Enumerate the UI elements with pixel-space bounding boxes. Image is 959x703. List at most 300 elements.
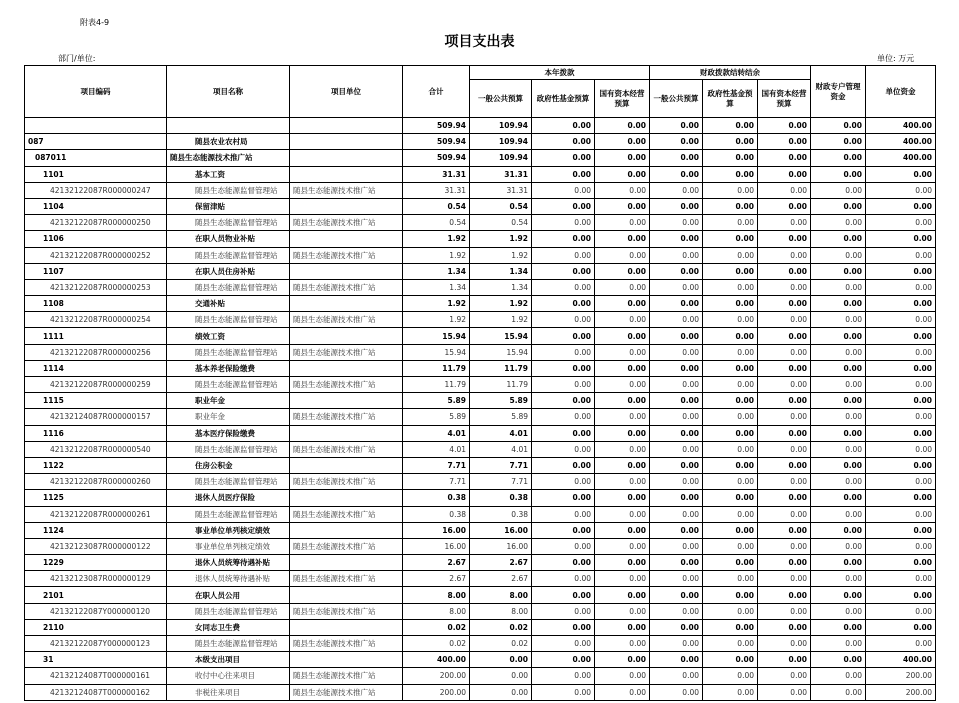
cell-value: 0.00 xyxy=(758,166,811,182)
cell-value: 0.00 xyxy=(703,457,758,473)
cell-value: 0.00 xyxy=(595,360,650,376)
cell-value: 0.00 xyxy=(595,263,650,279)
header-carry-state-capital: 国有资本经营预算 xyxy=(758,80,811,118)
cell-code: 1116 xyxy=(25,425,167,441)
cell-value: 0.00 xyxy=(532,118,595,134)
cell-code: 1104 xyxy=(25,198,167,214)
cell-value: 0.00 xyxy=(703,441,758,457)
cell-value: 5.89 xyxy=(403,393,470,409)
cell-name: 随县生态能源监督管理站 xyxy=(167,247,290,263)
cell-value: 0.02 xyxy=(403,636,470,652)
cell-value: 0.00 xyxy=(811,490,866,506)
cell-name: 住房公积金 xyxy=(167,457,290,473)
cell-value: 0.00 xyxy=(595,538,650,554)
cell-value: 0.00 xyxy=(703,134,758,150)
cell-name: 随县生态能源监督管理站 xyxy=(167,474,290,490)
cell-code: 1108 xyxy=(25,296,167,312)
cell-value: 4.01 xyxy=(470,441,532,457)
cell-value: 0.00 xyxy=(650,134,703,150)
cell-value: 0.00 xyxy=(758,571,811,587)
cell-value: 0.00 xyxy=(532,506,595,522)
cell-value: 0.38 xyxy=(403,506,470,522)
cell-value: 0.54 xyxy=(470,198,532,214)
cell-unit: 随县生态能源技术推广站 xyxy=(290,684,403,700)
table-row xyxy=(25,279,936,295)
cell-value: 2.67 xyxy=(470,571,532,587)
table-body xyxy=(25,118,936,701)
cell-value: 0.00 xyxy=(811,603,866,619)
cell-value: 400.00 xyxy=(866,118,936,134)
cell-unit xyxy=(290,522,403,538)
cell-value: 0.00 xyxy=(758,134,811,150)
cell-value: 0.00 xyxy=(650,296,703,312)
cell-unit: 随县生态能源技术推广站 xyxy=(290,182,403,198)
cell-unit: 随县生态能源技术推广站 xyxy=(290,571,403,587)
cell-value: 0.00 xyxy=(866,393,936,409)
cell-value: 0.00 xyxy=(595,118,650,134)
cell-value: 0.00 xyxy=(758,231,811,247)
cell-value: 109.94 xyxy=(470,150,532,166)
cell-unit: 随县生态能源技术推广站 xyxy=(290,474,403,490)
cell-value: 0.00 xyxy=(758,619,811,635)
cell-value: 0.00 xyxy=(650,571,703,587)
cell-value: 0.00 xyxy=(595,668,650,684)
cell-name: 随县生态能源监督管理站 xyxy=(167,377,290,393)
table-row xyxy=(25,263,936,279)
cell-value: 0.00 xyxy=(758,522,811,538)
cell-value: 0.00 xyxy=(811,279,866,295)
cell-value: 0.00 xyxy=(470,684,532,700)
cell-value: 0.00 xyxy=(811,118,866,134)
header-unit: 项目单位 xyxy=(290,66,403,118)
cell-value: 0.00 xyxy=(811,198,866,214)
cell-code: 42132122087Y000000123 xyxy=(25,636,167,652)
cell-value: 0.00 xyxy=(866,231,936,247)
cell-value: 0.00 xyxy=(703,279,758,295)
cell-value: 0.00 xyxy=(650,684,703,700)
cell-value: 0.00 xyxy=(703,652,758,668)
cell-value: 0.00 xyxy=(532,652,595,668)
cell-value: 0.00 xyxy=(703,344,758,360)
cell-value: 0.00 xyxy=(703,312,758,328)
cell-value: 0.00 xyxy=(866,409,936,425)
cell-value: 109.94 xyxy=(470,134,532,150)
cell-value: 0.00 xyxy=(650,587,703,603)
cell-name: 随县生态能源监督管理站 xyxy=(167,312,290,328)
cell-code: 087011 xyxy=(25,150,167,166)
table-row xyxy=(25,150,936,166)
cell-value: 1.34 xyxy=(470,279,532,295)
cell-value: 400.00 xyxy=(866,652,936,668)
cell-unit: 随县生态能源技术推广站 xyxy=(290,441,403,457)
cell-value: 0.00 xyxy=(811,652,866,668)
cell-value: 0.00 xyxy=(532,166,595,182)
cell-value: 0.00 xyxy=(703,490,758,506)
cell-unit: 随县生态能源技术推广站 xyxy=(290,279,403,295)
cell-value: 0.00 xyxy=(758,393,811,409)
cell-value: 0.00 xyxy=(866,312,936,328)
cell-value: 0.00 xyxy=(758,603,811,619)
cell-name: 退休人员统筹待遇补贴 xyxy=(167,571,290,587)
cell-value: 4.01 xyxy=(403,441,470,457)
table-row xyxy=(25,619,936,635)
cell-value: 0.00 xyxy=(595,571,650,587)
cell-value: 0.00 xyxy=(758,263,811,279)
cell-value: 0.00 xyxy=(650,166,703,182)
cell-value: 0.00 xyxy=(703,668,758,684)
cell-value: 0.00 xyxy=(866,425,936,441)
table-row xyxy=(25,603,936,619)
table-row xyxy=(25,522,936,538)
table-row xyxy=(25,344,936,360)
cell-value: 0.00 xyxy=(532,441,595,457)
cell-name: 随县生态能源监督管理站 xyxy=(167,441,290,457)
cell-value: 7.71 xyxy=(403,474,470,490)
table-row xyxy=(25,247,936,263)
cell-name: 保留津贴 xyxy=(167,198,290,214)
cell-code: 1124 xyxy=(25,522,167,538)
cell-value: 2.67 xyxy=(470,555,532,571)
table-row xyxy=(25,134,936,150)
cell-code xyxy=(25,118,167,134)
cell-value: 0.00 xyxy=(595,215,650,231)
cell-value: 0.00 xyxy=(703,360,758,376)
cell-value: 0.00 xyxy=(595,182,650,198)
cell-value: 0.00 xyxy=(811,441,866,457)
cell-unit: 随县生态能源技术推广站 xyxy=(290,312,403,328)
cell-value: 0.00 xyxy=(703,393,758,409)
cell-value: 0.00 xyxy=(532,296,595,312)
cell-name: 事业单位单列核定绩效 xyxy=(167,538,290,554)
cell-value: 0.00 xyxy=(595,231,650,247)
cell-code: 42132124087T000000162 xyxy=(25,684,167,700)
cell-unit: 随县生态能源技术推广站 xyxy=(290,377,403,393)
cell-value: 0.00 xyxy=(866,522,936,538)
cell-value: 0.00 xyxy=(811,538,866,554)
cell-value: 0.38 xyxy=(470,506,532,522)
cell-code: 42132124087T000000161 xyxy=(25,668,167,684)
cell-name: 随县农业农村局 xyxy=(167,134,290,150)
cell-unit xyxy=(290,555,403,571)
cell-value: 1.34 xyxy=(403,263,470,279)
cell-value: 0.00 xyxy=(595,522,650,538)
cell-value: 0.38 xyxy=(403,490,470,506)
cell-unit: 随县生态能源技术推广站 xyxy=(290,636,403,652)
cell-value: 0.00 xyxy=(866,457,936,473)
cell-code: 42132122087R000000253 xyxy=(25,279,167,295)
cell-name: 职业年金 xyxy=(167,393,290,409)
cell-value: 0.00 xyxy=(703,571,758,587)
cell-value: 200.00 xyxy=(403,668,470,684)
cell-unit: 随县生态能源技术推广站 xyxy=(290,215,403,231)
cell-value: 0.00 xyxy=(758,652,811,668)
cell-value: 1.92 xyxy=(403,247,470,263)
cell-value: 0.00 xyxy=(595,603,650,619)
cell-value: 0.00 xyxy=(650,247,703,263)
cell-value: 8.00 xyxy=(403,587,470,603)
cell-value: 0.00 xyxy=(811,263,866,279)
table-row xyxy=(25,118,936,134)
cell-value: 0.00 xyxy=(532,587,595,603)
cell-value: 0.00 xyxy=(703,263,758,279)
cell-code: 31 xyxy=(25,652,167,668)
annex-number: 附表4-9 xyxy=(80,18,110,27)
cell-value: 0.00 xyxy=(650,231,703,247)
cell-code: 087 xyxy=(25,134,167,150)
cell-value: 0.00 xyxy=(703,538,758,554)
cell-value: 0.00 xyxy=(532,571,595,587)
cell-value: 0.00 xyxy=(532,150,595,166)
cell-value: 0.00 xyxy=(650,150,703,166)
cell-value: 0.00 xyxy=(703,231,758,247)
cell-value: 0.00 xyxy=(595,328,650,344)
cell-value: 0.00 xyxy=(532,263,595,279)
cell-value: 0.00 xyxy=(811,134,866,150)
cell-value: 0.00 xyxy=(703,198,758,214)
cell-name: 收付中心往来项目 xyxy=(167,668,290,684)
cell-value: 0.00 xyxy=(703,506,758,522)
cell-name: 随县生态能源监督管理站 xyxy=(167,506,290,522)
cell-value: 0.00 xyxy=(703,425,758,441)
cell-value: 0.00 xyxy=(866,636,936,652)
cell-value: 0.00 xyxy=(811,150,866,166)
cell-value: 1.92 xyxy=(403,296,470,312)
cell-value: 0.00 xyxy=(758,457,811,473)
cell-value: 0.00 xyxy=(703,150,758,166)
cell-value: 0.00 xyxy=(811,296,866,312)
cell-value: 0.00 xyxy=(758,118,811,134)
cell-value: 31.31 xyxy=(470,166,532,182)
cell-value: 0.00 xyxy=(595,490,650,506)
cell-value: 0.00 xyxy=(703,474,758,490)
cell-code: 42132123087R000000122 xyxy=(25,538,167,554)
cell-value: 31.31 xyxy=(470,182,532,198)
cell-name: 随县生态能源监督管理站 xyxy=(167,182,290,198)
cell-value: 0.00 xyxy=(811,457,866,473)
cell-value: 0.00 xyxy=(595,393,650,409)
cell-value: 0.00 xyxy=(758,555,811,571)
cell-code: 1111 xyxy=(25,328,167,344)
cell-value: 11.79 xyxy=(403,377,470,393)
cell-value: 0.00 xyxy=(811,555,866,571)
cell-value: 0.00 xyxy=(650,490,703,506)
cell-value: 0.00 xyxy=(758,198,811,214)
cell-value: 1.92 xyxy=(470,231,532,247)
cell-value: 0.00 xyxy=(595,555,650,571)
cell-value: 0.00 xyxy=(532,360,595,376)
cell-value: 0.00 xyxy=(866,279,936,295)
cell-value: 0.00 xyxy=(703,522,758,538)
cell-name: 事业单位单列核定绩效 xyxy=(167,522,290,538)
cell-value: 11.79 xyxy=(470,377,532,393)
header-unit-fund: 单位资金 xyxy=(866,66,936,118)
cell-value: 0.00 xyxy=(866,296,936,312)
cell-value: 0.00 xyxy=(703,377,758,393)
cell-value: 16.00 xyxy=(470,538,532,554)
cell-unit xyxy=(290,198,403,214)
cell-value: 0.54 xyxy=(403,215,470,231)
cell-value: 0.00 xyxy=(703,182,758,198)
cell-name: 随县生态能源监督管理站 xyxy=(167,636,290,652)
cell-value: 0.00 xyxy=(532,312,595,328)
cell-value: 0.00 xyxy=(595,506,650,522)
cell-value: 0.00 xyxy=(595,457,650,473)
cell-value: 11.79 xyxy=(403,360,470,376)
cell-value: 5.89 xyxy=(470,393,532,409)
cell-value: 0.00 xyxy=(866,198,936,214)
cell-value: 0.00 xyxy=(650,263,703,279)
cell-unit xyxy=(290,328,403,344)
cell-name: 随县生态能源监督管理站 xyxy=(167,215,290,231)
cell-value: 0.00 xyxy=(703,587,758,603)
cell-value: 0.00 xyxy=(532,182,595,198)
cell-value: 0.54 xyxy=(403,198,470,214)
cell-unit xyxy=(290,166,403,182)
cell-value: 0.00 xyxy=(650,619,703,635)
cell-value: 0.00 xyxy=(866,538,936,554)
cell-value: 0.00 xyxy=(650,474,703,490)
table-row xyxy=(25,490,936,506)
cell-value: 0.00 xyxy=(866,441,936,457)
cell-value: 0.00 xyxy=(866,571,936,587)
cell-value: 0.00 xyxy=(811,474,866,490)
cell-code: 42132123087R000000129 xyxy=(25,571,167,587)
cell-value: 0.00 xyxy=(595,296,650,312)
cell-value: 400.00 xyxy=(866,150,936,166)
cell-value: 0.00 xyxy=(532,198,595,214)
table-row xyxy=(25,296,936,312)
cell-value: 0.00 xyxy=(758,490,811,506)
cell-value: 15.94 xyxy=(470,344,532,360)
cell-value: 200.00 xyxy=(403,684,470,700)
cell-name: 基本工资 xyxy=(167,166,290,182)
cell-value: 0.00 xyxy=(532,231,595,247)
cell-value: 0.00 xyxy=(703,328,758,344)
cell-value: 0.00 xyxy=(811,636,866,652)
cell-value: 1.34 xyxy=(470,263,532,279)
cell-value: 0.00 xyxy=(758,377,811,393)
cell-unit: 随县生态能源技术推广站 xyxy=(290,668,403,684)
cell-name: 基本医疗保险缴费 xyxy=(167,425,290,441)
cell-unit: 随县生态能源技术推广站 xyxy=(290,247,403,263)
table-row xyxy=(25,538,936,554)
cell-unit: 随县生态能源技术推广站 xyxy=(290,344,403,360)
cell-value: 0.54 xyxy=(470,215,532,231)
cell-value: 0.00 xyxy=(595,198,650,214)
cell-value: 200.00 xyxy=(866,684,936,700)
header-carry-gov-fund: 政府性基金预算 xyxy=(703,80,758,118)
cell-value: 1.92 xyxy=(470,312,532,328)
cell-value: 0.00 xyxy=(532,684,595,700)
table-row xyxy=(25,457,936,473)
cell-code: 1107 xyxy=(25,263,167,279)
cell-value: 31.31 xyxy=(403,166,470,182)
cell-unit xyxy=(290,425,403,441)
cell-code: 2110 xyxy=(25,619,167,635)
cell-value: 0.00 xyxy=(811,425,866,441)
cell-value: 0.00 xyxy=(595,636,650,652)
cell-value: 8.00 xyxy=(403,603,470,619)
cell-value: 1.92 xyxy=(470,247,532,263)
cell-value: 0.00 xyxy=(650,457,703,473)
cell-code: 42132122087R000000256 xyxy=(25,344,167,360)
cell-value: 0.00 xyxy=(811,393,866,409)
cell-value: 0.00 xyxy=(866,506,936,522)
cell-name: 职业年金 xyxy=(167,409,290,425)
cell-value: 4.01 xyxy=(403,425,470,441)
cell-value: 509.94 xyxy=(403,150,470,166)
cell-value: 0.00 xyxy=(650,312,703,328)
cell-value: 7.71 xyxy=(470,474,532,490)
cell-value: 0.00 xyxy=(758,296,811,312)
cell-value: 0.00 xyxy=(811,377,866,393)
cell-value: 0.00 xyxy=(595,312,650,328)
expenditure-table xyxy=(24,65,936,701)
cell-name: 非税往来项目 xyxy=(167,684,290,700)
cell-value: 0.00 xyxy=(703,118,758,134)
table-row xyxy=(25,231,936,247)
cell-code: 1122 xyxy=(25,457,167,473)
table-row xyxy=(25,636,936,652)
cell-value: 0.00 xyxy=(532,619,595,635)
cell-value: 0.00 xyxy=(532,457,595,473)
unit-label: 单位: 万元 xyxy=(877,54,915,63)
cell-value: 0.00 xyxy=(758,587,811,603)
header-name: 项目名称 xyxy=(167,66,290,118)
cell-value: 0.00 xyxy=(595,619,650,635)
header-state-capital: 国有资本经营预算 xyxy=(595,80,650,118)
cell-value: 0.00 xyxy=(650,377,703,393)
cell-name: 女同志卫生费 xyxy=(167,619,290,635)
cell-value: 0.02 xyxy=(470,619,532,635)
cell-unit xyxy=(290,457,403,473)
table-row xyxy=(25,393,936,409)
cell-unit xyxy=(290,360,403,376)
cell-value: 0.00 xyxy=(758,668,811,684)
cell-value: 0.00 xyxy=(758,215,811,231)
cell-value: 2.67 xyxy=(403,571,470,587)
cell-name: 本级支出项目 xyxy=(167,652,290,668)
cell-value: 0.00 xyxy=(866,377,936,393)
cell-value: 0.00 xyxy=(758,360,811,376)
table-row xyxy=(25,198,936,214)
cell-value: 0.00 xyxy=(595,474,650,490)
cell-value: 400.00 xyxy=(403,652,470,668)
cell-unit xyxy=(290,134,403,150)
cell-value: 0.00 xyxy=(470,652,532,668)
header-special-fund: 财政专户管理资金 xyxy=(811,66,866,118)
cell-value: 0.00 xyxy=(866,587,936,603)
cell-value: 16.00 xyxy=(470,522,532,538)
cell-value: 0.00 xyxy=(811,344,866,360)
cell-name: 在职人员物业补贴 xyxy=(167,231,290,247)
table-row xyxy=(25,377,936,393)
cell-value: 0.00 xyxy=(811,182,866,198)
cell-value: 0.00 xyxy=(650,409,703,425)
cell-value: 1.34 xyxy=(403,279,470,295)
cell-value: 0.00 xyxy=(595,652,650,668)
cell-value: 0.00 xyxy=(703,296,758,312)
cell-value: 0.00 xyxy=(866,490,936,506)
cell-name xyxy=(167,118,290,134)
cell-value: 0.38 xyxy=(470,490,532,506)
cell-value: 0.00 xyxy=(650,215,703,231)
table-row xyxy=(25,328,936,344)
cell-value: 0.00 xyxy=(758,506,811,522)
header-general-budget: 一般公共预算 xyxy=(470,80,532,118)
cell-value: 0.00 xyxy=(532,474,595,490)
cell-value: 0.00 xyxy=(595,425,650,441)
